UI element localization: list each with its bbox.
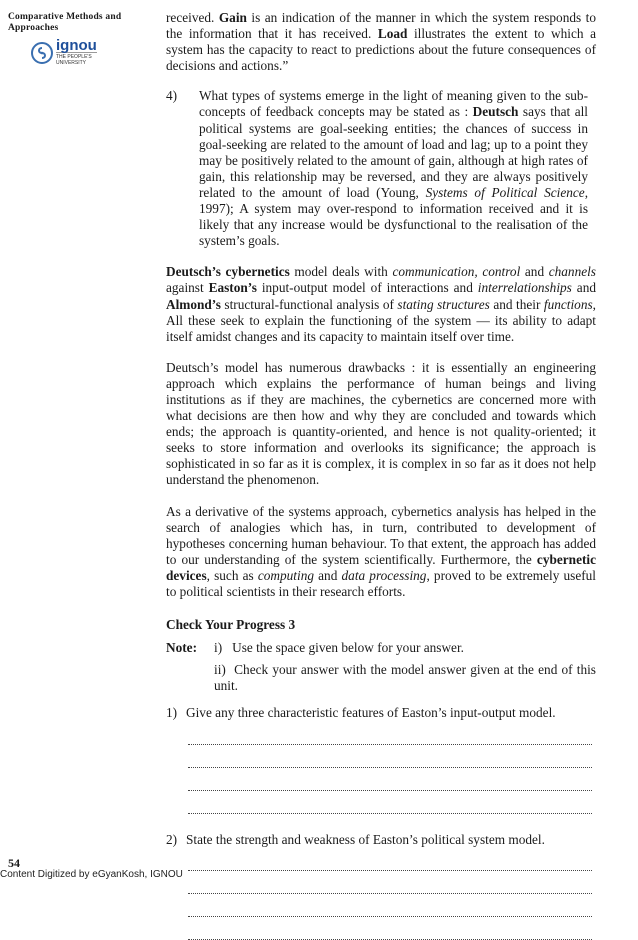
answer-line[interactable] [188, 801, 592, 814]
digitization-credit: Content Digitized by eGyanKosh, IGNOU [0, 869, 183, 880]
answer-line[interactable] [188, 755, 592, 768]
logo-tagline: THE PEOPLE'S UNIVERSITY [56, 52, 97, 66]
ignou-logo [31, 39, 143, 66]
ignou-emblem-icon [31, 42, 53, 64]
page-number: 54 [8, 856, 20, 870]
note-item: ii) Check your answer with the model answer given at the end of this unit. [214, 662, 596, 694]
intro-paragraph: received. Gain is an indication of the manner in which the system responds to the information that it has received. Load illustrates the extent to which a system has the capacity to react to predictions about the future consequences of decisions and actions.” [166, 10, 596, 74]
item-number: 4) [166, 88, 178, 104]
question-2: 2) State the strength and weakness of Easton’s political system model. [166, 831, 545, 847]
numbered-item-4 [166, 88, 596, 249]
note-item: i) Use the space given below for your answer. [214, 640, 464, 656]
logo-wordmark: ignou [56, 37, 97, 54]
question-1: 1) Give any three characteristic features of Easton’s input-output model. [166, 705, 556, 721]
body-paragraph: Deutsch’s cybernetics model deals with communication, control and channels against Easton’s input-output model of interactions and interrelationships and Almond’s structural-functional analysis of stating structures and their functions, All these seek to explain the functioning of the system — its ability to adapt itself amidst changes and its capacity to maintain itself over time. [166, 264, 596, 344]
question-text: Give any three characteristic features of Easton’s input-output model. [186, 705, 556, 721]
main-content [166, 10, 596, 940]
note-block [166, 640, 596, 700]
answer-line[interactable] [188, 778, 592, 791]
question-text: State the strength and weakness of Easton’s political system model. [186, 831, 545, 847]
answer-line[interactable] [188, 881, 592, 894]
item-text: What types of systems emerge in the light of meaning given to the sub-concepts of feedback concepts may be stated as : Deutsch says that all political systems are goal-seeking entities; the chances of success in goal-seeking are related to the amount of load and lag; up to a point they may be positively related to the amount of gain, although at high rates of gain, this relationship may be reversed, and they are always positively related to the amount of load (Young, Systems of Political Science, 1997); A system may over-respond to information received and it is likely that any increase would be dysfunctional to the realisation of the system’s goals. [199, 88, 589, 249]
body-paragraph: As a derivative of the systems approach, cybernetics analysis has helped in the search of analogies which has, in turn, contributed to development of hypotheses concerning human behaviour. To that extent, the approach has added to our understanding of the system scientifically. Furthermore, the cybernetic devices, such as computing and data processing, proved to be extremely useful to political scientists in their research efforts. [166, 503, 596, 599]
check-progress-heading: Check Your Progress 3 [166, 617, 296, 633]
section-title: Comparative Methods and Approaches [8, 12, 122, 33]
answer-line[interactable] [188, 927, 592, 940]
sidebar [8, 12, 143, 66]
answer-line[interactable] [188, 904, 592, 917]
note-label: Note: [166, 640, 198, 656]
answer-line[interactable] [188, 858, 592, 871]
answer-line[interactable] [188, 732, 592, 745]
body-paragraph: Deutsch’s model has numerous drawbacks : it is essentially an engineering approach which explains the performance of human beings and living institutions as if they are machines, the cybernetics are concerned more with what decisions are then how and why they are concluded and towards which ends; the approach is quantity-oriented, and hence is not quality-oriented; it seeks to store information and overlooks its significance; the approach is sophisticated in so far as it is complex, it is complex in so far as it does not help understand the phenomenon. [166, 359, 596, 488]
